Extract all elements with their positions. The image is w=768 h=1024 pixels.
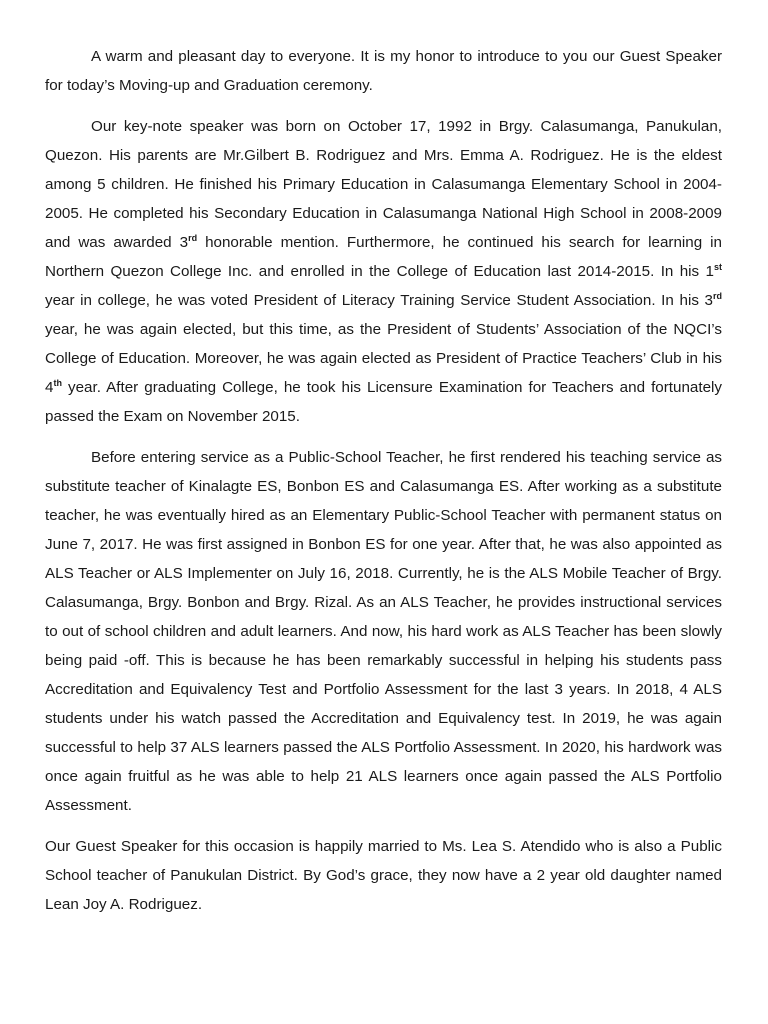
ordinal-suffix: rd [188,233,198,243]
paragraph-intro [45,42,722,100]
ordinal-suffix: st [713,262,722,272]
paragraph-text: honorable mention. Furthermore, he continued his search for learning in Northern Quezon College Inc. and enrolled in the College of Education last 2014-2015. In his 1 [45,234,722,280]
paragraph-biography [45,112,722,431]
paragraph-text: year in college, he was voted President of Literacy Training Service Student Association. In his 3 [45,292,713,309]
paragraph-text: year. After graduating College, he took his Licensure Examination for Teachers and fortunately passed the Exam on November 2015. [45,379,722,425]
paragraph-text: A warm and pleasant day to everyone. It is my honor to introduce to you our Guest Speaker for today’s Moving-up and Graduation ceremony. [45,48,722,94]
document-page [45,42,722,931]
paragraph-text: Our key-note speaker was born on October 17, 1992 in Brgy. Calasumanga, Panukulan, Quezon. His parents are Mr.Gilbert B. Rodriguez and Mrs. Emma A. Rodriguez. He is the eldest among 5 children. He finished his Primary Education in Calasumanga Elementary School in 2004-2005. He completed his Secondary Education in Calasumanga National High School in 2008-2009 and was awarded 3 [45,118,722,251]
paragraph-text: year, he was again elected, but this time, as the President of Students’ Association of the NQCI’s College of Education. Moreover, he was again elected as President of Practice Teachers’ Club in his 4 [45,321,722,396]
paragraph-text: Our Guest Speaker for this occasion is happily married to Ms. Lea S. Atendido who is also a Public School teacher of Panukulan District. By God’s grace, they now have a 2 year old daughter named Lean Joy A. Rodriguez. [45,838,722,913]
paragraph-family [45,832,722,919]
paragraph-text: Before entering service as a Public-School Teacher, he first rendered his teaching service as substitute teacher of Kinalagte ES, Bonbon ES and Calasumanga ES. After working as a substitute teacher, he was eventually hired as an Elementary Public-School Teacher with permanent status on June 7, 2017. He was first assigned in Bonbon ES for one year. After that, he was also appointed as ALS Teacher or ALS Implementer on July 16, 2018. Currently, he is the ALS Mobile Teacher of Brgy. Calasumanga, Brgy. Bonbon and Brgy. Rizal. As an ALS Teacher, he provides instructional services to out of school children and adult learners. And now, his hard work as ALS Teacher has been slowly being paid -off. This is because he has been remarkably successful in helping his students pass Accreditation and Equivalency Test and Portfolio Assessment for the last 3 years. In 2018, 4 ALS students under his watch passed the Accreditation and Equivalency test. In 2019, he was again successful to help 37 ALS learners passed the ALS Portfolio Assessment. In 2020, his hardwork was once again fruitful as he was able to help 21 ALS learners once again passed the ALS Portfolio Assessment. [45,449,722,814]
ordinal-suffix: rd [713,291,722,301]
ordinal-suffix: th [53,378,62,388]
paragraph-career [45,443,722,820]
